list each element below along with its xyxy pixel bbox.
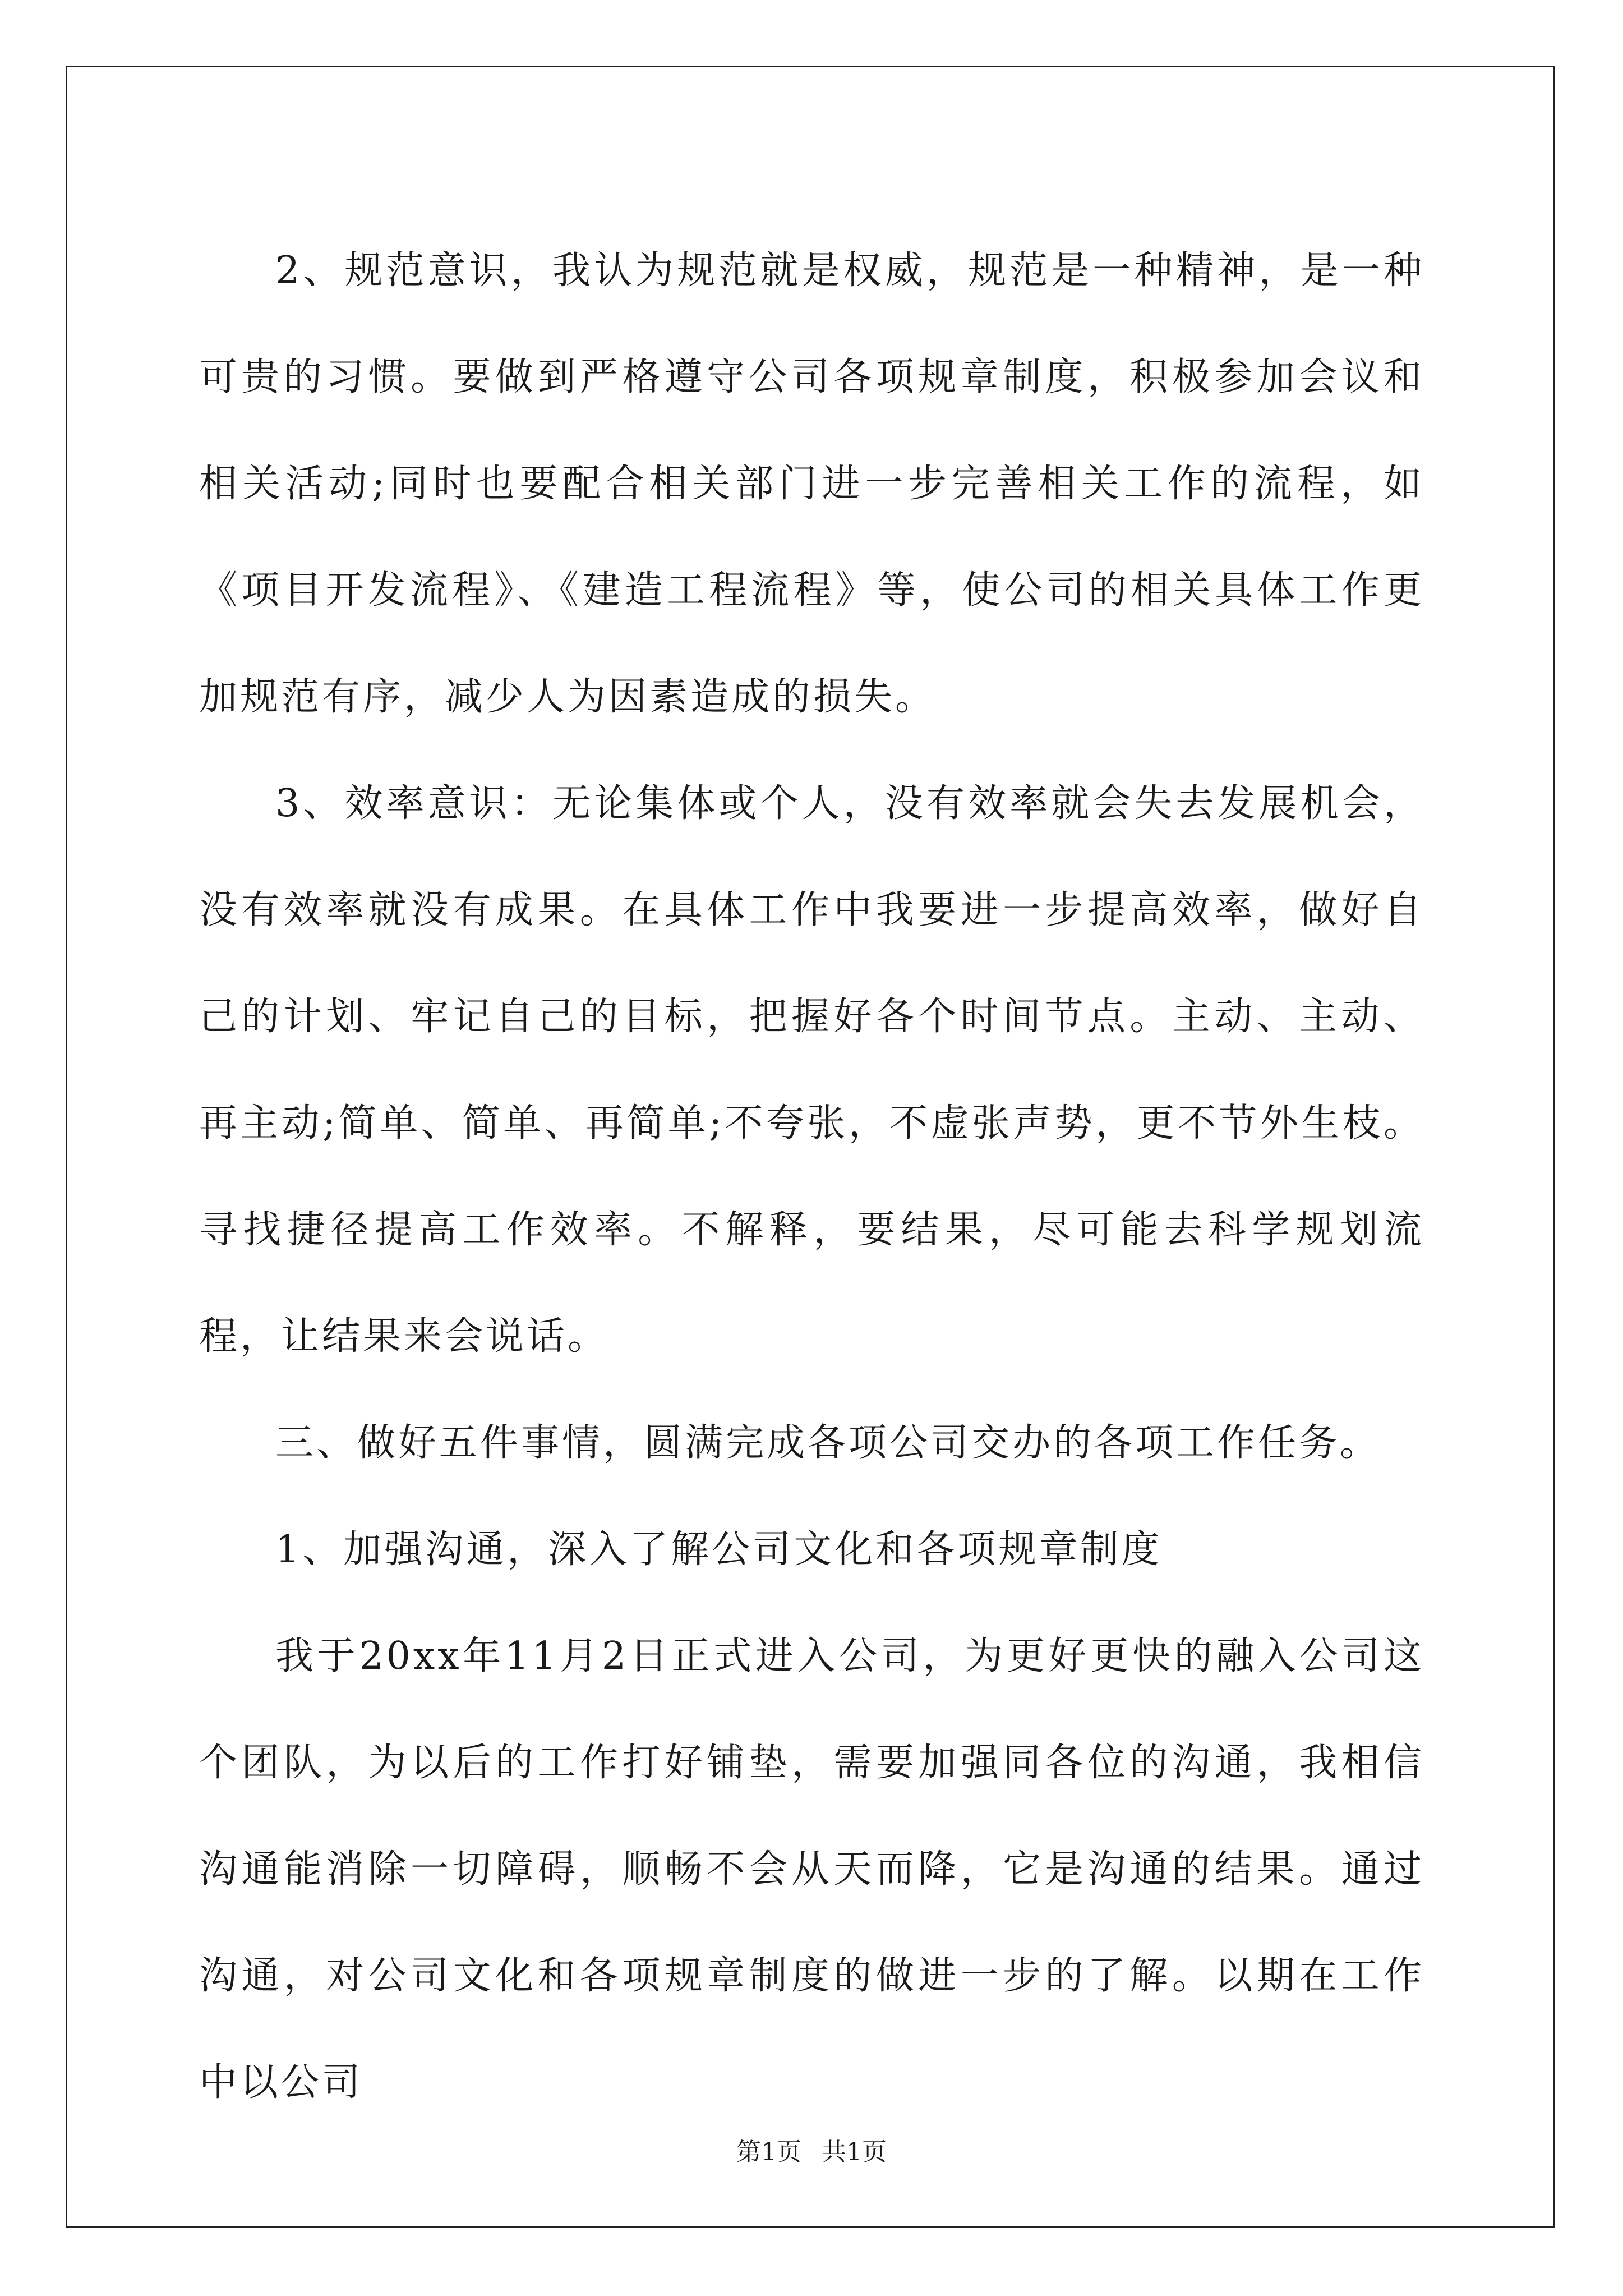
page-footer bbox=[0, 2132, 1623, 2168]
paragraph-joining-company: 我于20xx年11月2日正式进入公司，为更好更快的融入公司这个团队，为以后的工作打好铺垫，需要加强同各位的沟通，我相信沟通能消除一切障碍，顺畅不会从天而降，它是沟通的结果。通过沟通，对公司文化和各项规章制度的做进一步的了解。以期在工作中以公司 bbox=[199, 1634, 1424, 2105]
paragraph-communication-heading: 1、加强沟通，深入了解公司文化和各项规章制度 bbox=[275, 1527, 1163, 1572]
page-total: 共1页 bbox=[822, 2138, 887, 2166]
document-body bbox=[199, 218, 1424, 2136]
paragraph-efficiency-awareness: 3、效率意识：无论集体或个人，没有效率就会失去发展机会，没有效率就没有成果。在具体工作中我要进一步提高效率，做好自己的计划、牢记自己的目标，把握好各个时间节点。主动、主动、再主动;简单、简单、再简单;不夸张，不虚张声势，更不节外生枝。 寻找捷径提高工作效率。不解释，要结果，尽可能去科学规划流程，让结果来会说话。 bbox=[199, 781, 1424, 1359]
page-number: 第1页 bbox=[736, 2138, 801, 2166]
paragraph-standard-awareness: 2、规范意识，我认为规范就是权威，规范是一种精神，是一种可贵的习惯。要做到严格遵守公司各项规章制度，积极参加会议和相关活动;同时也要配合相关部门进一步完善相关工作的流程，如《项目开发流程》、《建造工程流程》等，使公司的相关具体工作更加规范有序，减少人为因素造成的损失。 bbox=[199, 249, 1424, 719]
paragraph-section-three-heading: 三、做好五件事情，圆满完成各项公司交办的各项工作任务。 bbox=[275, 1421, 1381, 1465]
